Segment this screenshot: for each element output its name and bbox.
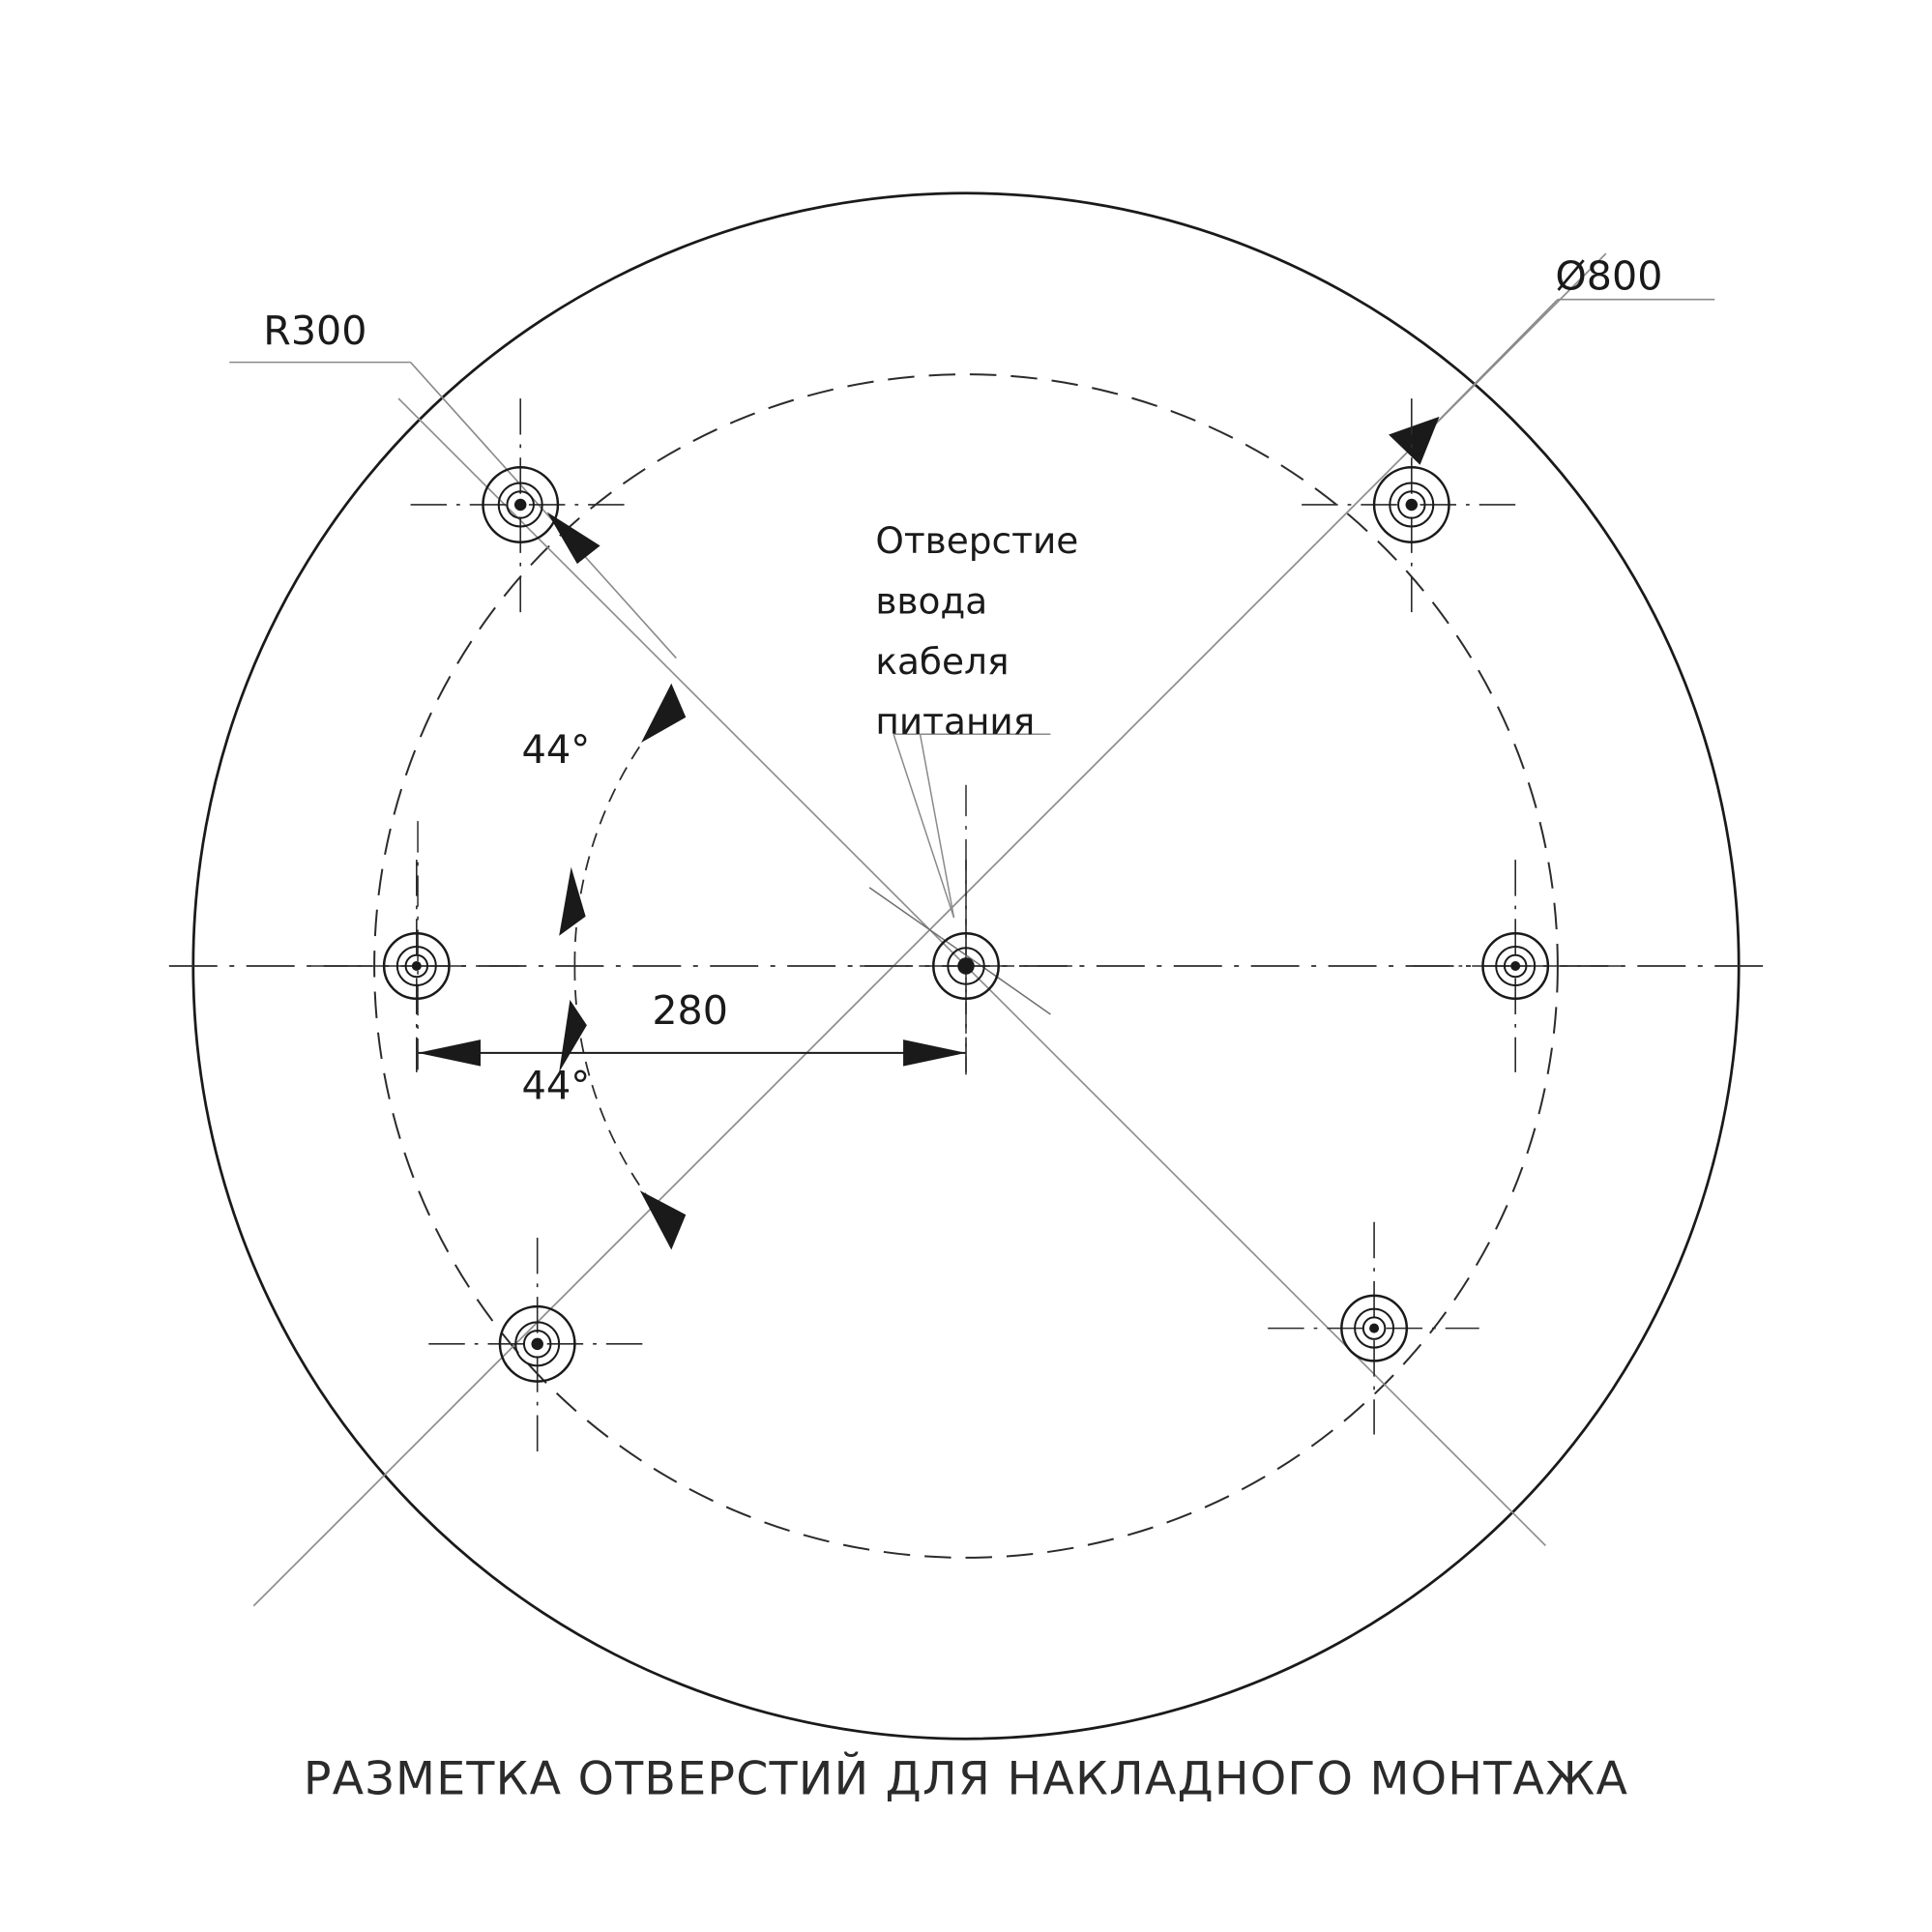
leader-cable-entry-b xyxy=(921,734,954,918)
label-linear-dimension: 280 xyxy=(652,986,728,1034)
label-outer-diameter: Ø800 xyxy=(1555,252,1663,300)
dimension-arrow-left-280 xyxy=(418,1039,481,1066)
dimension-arrow-right-280 xyxy=(903,1039,966,1066)
angle-arrow-lower-top xyxy=(559,1000,587,1072)
leader-angle-r300 xyxy=(411,363,677,659)
label-cable-entry-line1: Отверстие xyxy=(875,518,1079,562)
angle-arrow-upper-bottom xyxy=(559,867,585,936)
drawing-caption: РАЗМЕТКА ОТВЕРСТИЙ ДЛЯ НАКЛАДНОГО МОНТАЖА xyxy=(303,1752,1629,1806)
mounting-hole-lower-left xyxy=(428,1238,646,1451)
leader-cable-entry-a xyxy=(893,734,953,918)
label-cable-entry-line2: ввода xyxy=(875,579,988,623)
mounting-hole-upper-left xyxy=(411,398,630,613)
label-cable-entry-line3: кабеля xyxy=(875,639,1010,683)
angle-arrow-upper-top xyxy=(641,684,686,743)
mounting-hole-upper-right xyxy=(1302,398,1521,613)
angle-arrow-lower-bottom xyxy=(640,1190,686,1249)
label-angle-upper: 44° xyxy=(521,728,591,774)
center-cross-diagonal xyxy=(869,888,1050,1014)
leader-arrow-d800 xyxy=(1389,417,1439,465)
label-bolt-radius: R300 xyxy=(263,307,367,354)
mounting-hole-lower-right xyxy=(1268,1222,1479,1435)
label-cable-entry-line4: питания xyxy=(875,700,1036,744)
label-angle-lower: 44° xyxy=(521,1064,591,1109)
